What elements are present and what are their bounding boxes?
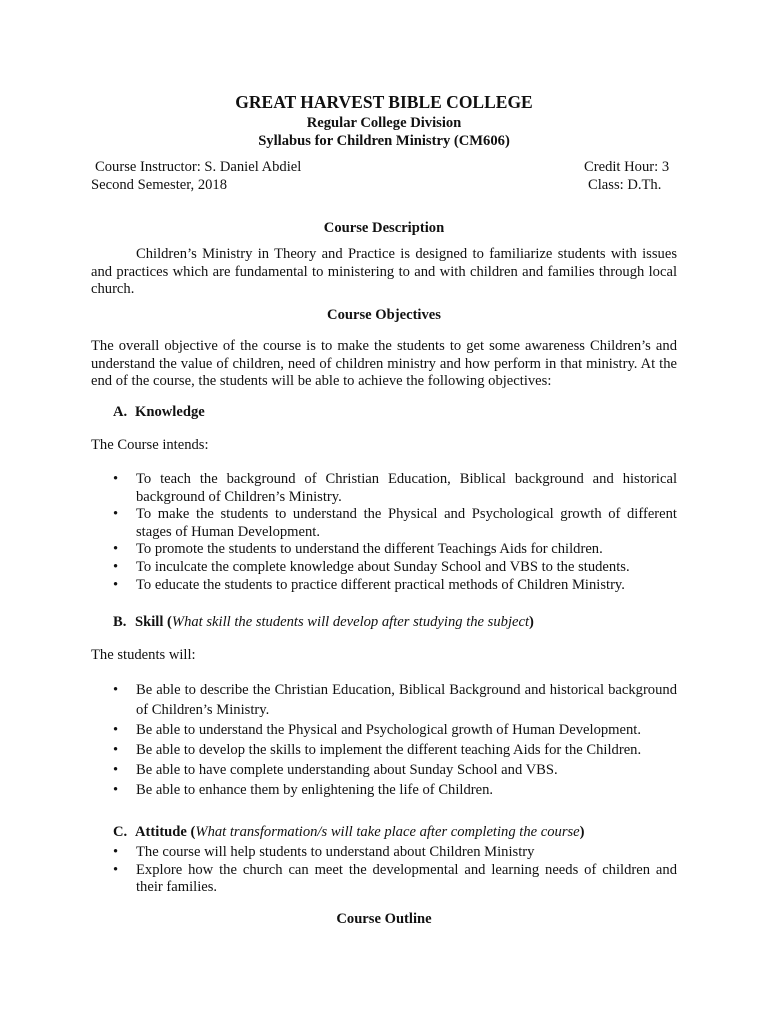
list-item: • Be able to have complete understanding about Sunday School and VBS. — [113, 762, 558, 778]
skill-note: What skill the students will develop after studying the subject — [171, 614, 530, 630]
knowledge-title: Knowledge — [135, 404, 205, 420]
course-objectives-heading: Course Objectives — [327, 307, 441, 323]
skill-list — [91, 680, 677, 800]
bullet-icon: • — [113, 722, 119, 738]
attitude-note: What transformation/s will take place after completing the course — [195, 824, 580, 840]
skill-heading: B. Skill (What skill the students will develop after studying the subject) — [113, 614, 534, 630]
bullet-icon: • — [113, 782, 119, 798]
bullet-icon: • — [113, 682, 119, 698]
list-item: • To educate the students to practice different practical methods of Children Ministry. — [113, 576, 625, 593]
list-item: • Be able to understand the Physical and Psychological growth of Human Development. — [113, 722, 641, 738]
attitude-title: Attitude — [135, 824, 187, 840]
attitude-letter: C. — [113, 824, 128, 840]
credit-hour: Credit Hour: 3 — [584, 159, 670, 175]
knowledge-list — [91, 471, 677, 594]
attitude-heading: C. Attitude (What transformation/s will take place after completing the course) — [113, 824, 585, 840]
college-title: GREAT HARVEST BIBLE COLLEGE — [235, 92, 533, 112]
skill-intro: The students will: — [91, 647, 196, 663]
list-item: • To teach the background of Christian Education, Biblical background and historical background of Children’s Ministry. — [113, 471, 677, 505]
bullet-icon: • — [113, 471, 119, 487]
knowledge-heading — [113, 404, 205, 422]
syllabus-title: Syllabus for Children Ministry (CM606) — [258, 133, 510, 149]
course-outline-heading: Course Outline — [336, 911, 432, 927]
course-description-text: Children’s Ministry in Theory and Practice is designed to familiarize students with issues and practices which are fundamental to ministering to and with children and families through local church. — [91, 246, 677, 298]
knowledge-letter: A. — [113, 404, 128, 420]
bullet-icon: • — [113, 861, 119, 878]
class-line: Class: D.Th. — [588, 177, 662, 193]
bullet-icon: • — [113, 844, 119, 860]
bullet-icon: • — [113, 506, 119, 523]
instructor-line: Course Instructor: S. Daniel Abdiel — [95, 159, 302, 175]
course-objectives-text: The overall objective of the course is to make the students to get some awareness Children’s and understand the value of children, need of children ministry and how perform in that ministry. At the end of the course, the students will be able to achieve the following objectives: — [91, 338, 677, 390]
list-item: • To inculcate the complete knowledge about Sunday School and VBS to the students. — [113, 558, 630, 575]
list-item: • To promote the students to understand the different Teachings Aids for children. — [113, 541, 603, 558]
list-item: • The course will help students to understand about Children Ministry — [113, 844, 535, 860]
bullet-icon: • — [113, 541, 119, 558]
division-title: Regular College Division — [306, 115, 462, 131]
list-item: • Be able to enhance them by enlightening the life of Children. — [113, 782, 494, 798]
skill-letter: B. — [113, 614, 127, 630]
bullet-icon: • — [113, 762, 119, 778]
semester-line: Second Semester, 2018 — [91, 177, 228, 193]
attitude-list — [91, 844, 677, 897]
course-description-heading: Course Description — [323, 220, 445, 236]
list-item: • Be able to develop the skills to implement the different teaching Aids for the Children. — [113, 742, 642, 758]
knowledge-intro: The Course intends: — [91, 437, 209, 453]
bullet-icon: • — [113, 576, 119, 593]
bullet-icon: • — [113, 742, 119, 758]
skill-title: Skill — [135, 614, 164, 630]
bullet-icon: • — [113, 558, 119, 575]
list-item: • Be able to describe the Christian Education, Biblical Background and historical background of Children’s Ministry. — [113, 682, 677, 718]
list-item: • Explore how the church can meet the developmental and learning needs of children and their families. — [113, 861, 677, 896]
list-item: • To make the students to understand the Physical and Psychological growth of different stages of Human Development. — [113, 506, 677, 540]
